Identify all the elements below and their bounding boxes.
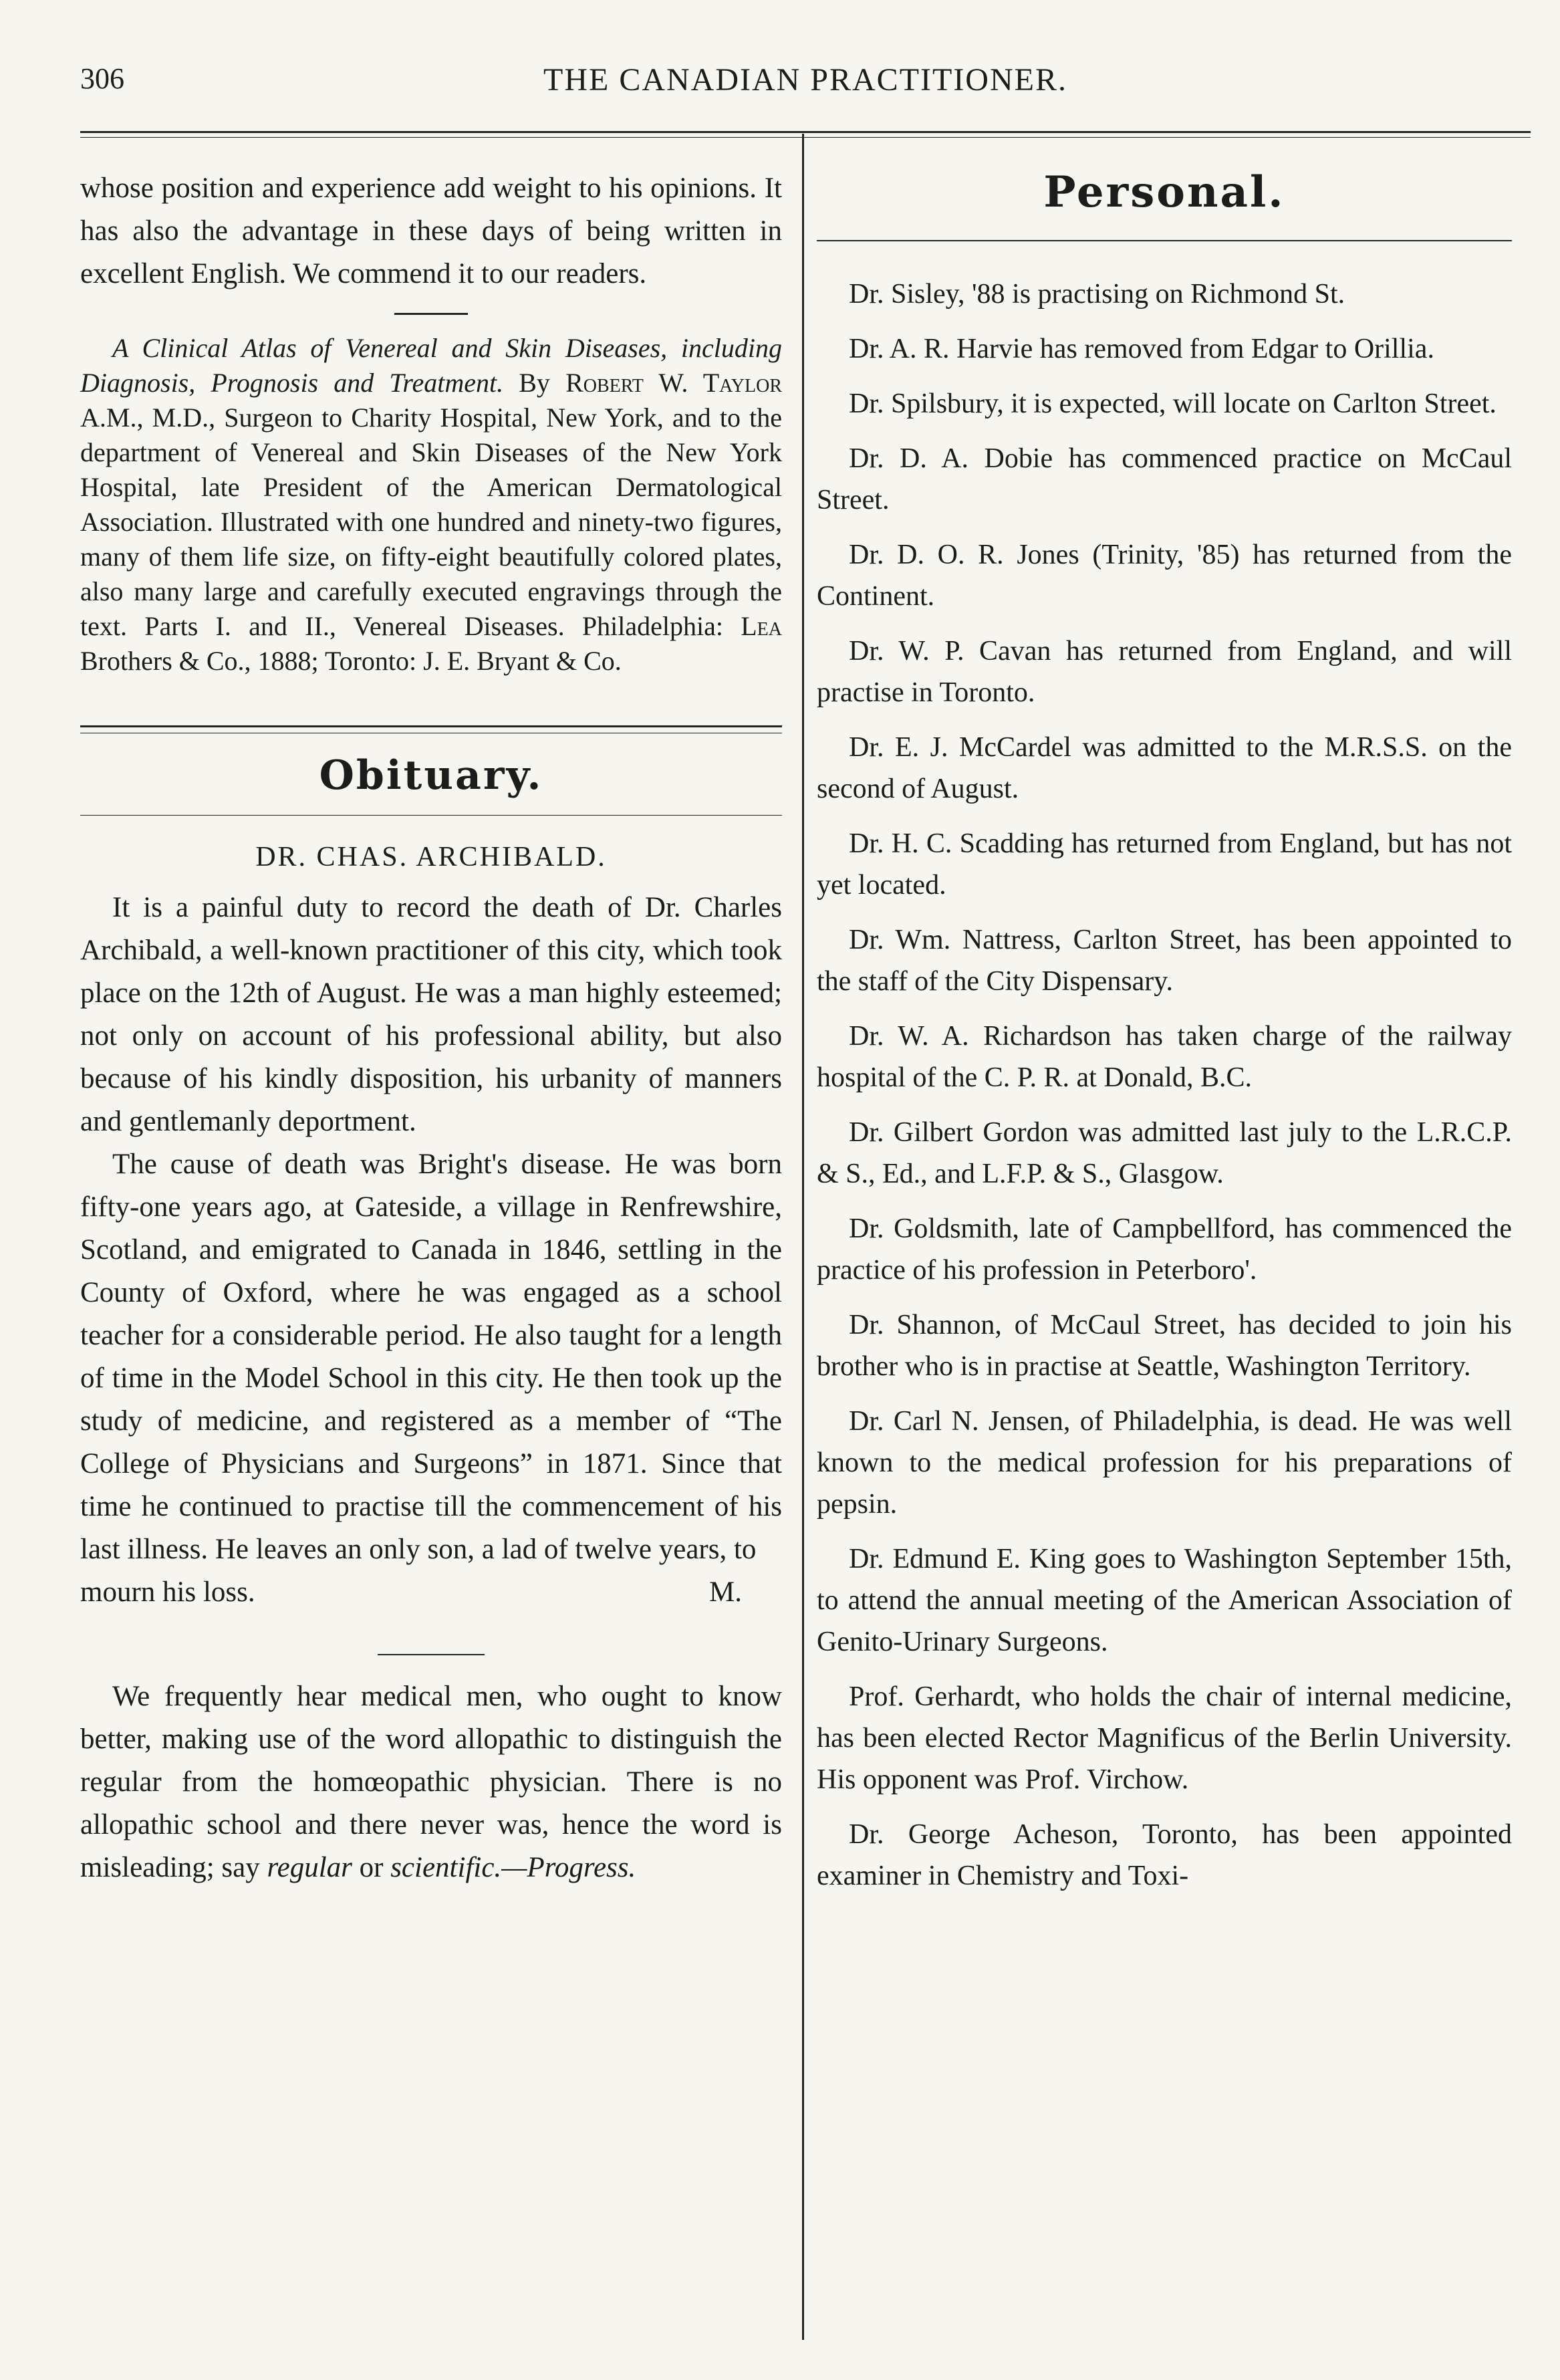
allopathic-word-regular: regular [267,1852,352,1883]
allopathic-source: —Progress. [501,1852,636,1883]
obituary-signature: M. [709,1576,742,1608]
book-details: A.M., M.D., Surgeon to Charity Hospital, New York, and to the department of Venereal and Skin Diseases of the New York Hospital, late President of the American Dermatological Association. Illustrated with one hundred and ninety-two figures, many of them life size, on fifty-eight beautifully colored plates, also many large and carefully executed engravings through the text. Parts I. and II., Venereal Diseases. Philadelphia: [80,402,782,641]
obituary-paragraph-2: The cause of death was Bright's disease. He was born fifty-one years ago, at Gateside, a village in Renfrewshire, Scotland, and emigrated to Canada in 1846, settling in the County of Oxford, where he was engaged as a school teacher for a considerable period. He also taught for a length of time in the Model School in this city. He then took up the study of medicine, and registered as a member of “The College of Physicians and Surgeons” in 1871. Since that time he continued to practise till the commencement of his last illness. He leaves an only son, a lad of twelve years, to [80,1149,782,1565]
allopathic-or: or [359,1852,384,1883]
book-title: A Clinical Atlas of Venereal and Skin Diseases, including Diagnosis, Prognosis and Treatment. [80,333,782,398]
column-divider [802,134,804,2340]
book-publisher: Lea [741,611,782,641]
allopathic-note [80,1675,782,1889]
obituary-closing [80,1571,782,1614]
personal-item: Dr. Sisley, '88 is practising on Richmond St. [849,279,1345,310]
personal-item: Dr. Wm. Nattress, Carlton Street, has been appointed to the staff of the City Dispensary. [817,925,1512,997]
allopathic-text: We frequently hear medical men, who ought to know better, making use of the word allopathic to distinguish the regular from the homœopathic physician. There is no allopathic school and there never was, hence the word is misleading; say [80,1681,782,1883]
personal-item: Dr. E. J. McCardel was admitted to the M.R.S.S. on the second of August. [817,732,1512,804]
personal-item: Dr. George Acheson, Toronto, has been appointed examiner in Chemistry and Toxi- [817,1819,1512,1891]
personal-rule [817,240,1512,241]
personal-item: Dr. D. A. Dobie has commenced practice on McCaul Street. [817,443,1512,515]
obituary-last-line: mourn his loss. [80,1576,255,1608]
short-divider [394,313,468,315]
book-author: Robert W. Taylor [565,368,783,398]
right-column [817,167,1512,1910]
personal-item: Dr. A. R. Harvie has removed from Edgar to Orillia. [849,334,1434,364]
header-rule [80,131,1531,133]
review-by: By [519,368,550,398]
personal-item: Dr. D. O. R. Jones (Trinity, '85) has returned from the Continent. [817,540,1512,612]
page-number: 306 [80,62,124,95]
section-rule [80,725,782,727]
obituary-heading: Obituary. [319,752,543,799]
personal-item: Dr. Spilsbury, it is expected, will locate on Carlton Street. [849,388,1497,419]
personal-item: Dr. Goldsmith, late of Campbellford, has commenced the practice of his profession in Peterboro'. [817,1213,1512,1286]
personal-item: Prof. Gerhardt, who holds the chair of internal medicine, has been elected Rector Magnificus of the Berlin University. His opponent was Prof. Virchow. [817,1681,1512,1795]
personal-item: Dr. Carl N. Jensen, of Philadelphia, is dead. He was well known to the medical profession for his preparations of pepsin. [817,1406,1512,1520]
personal-item: Dr. Edmund E. King goes to Washington September 15th, to attend the annual meeting of the American Association of Genito-Urinary Surgeons. [817,1544,1512,1657]
obituary-rule [80,815,782,816]
personal-heading: Personal. [1043,167,1285,217]
obituary-paragraph-1: It is a painful duty to record the death of Dr. Charles Archibald, a well-known practitioner of this city, which took place on the 12th of August. He was a man highly esteemed; not only on account of his professional ability, but also because of his kindly disposition, his urbanity of manners and gentlemanly deportment. [80,892,782,1137]
review-continuation: whose position and experience add weight to his opinions. It has also the advantage in these days of being written in excellent English. We commend it to our readers. [80,172,782,289]
header-rule-thin [80,137,1531,138]
book-review [80,331,782,679]
personal-item: Dr. W. A. Richardson has taken charge of the railway hospital of the C. P. R. at Donald, B.C. [817,1021,1512,1093]
short-divider-2 [378,1654,485,1655]
left-column [80,167,782,1889]
book-publisher-rest: Brothers & Co., 1888; Toronto: J. E. Bryant & Co. [80,646,622,676]
obituary-name: DR. CHAS. ARCHIBALD. [255,842,607,872]
personal-item: Dr. Shannon, of McCaul Street, has decided to join his brother who is in practise at Seattle, Washington Territory. [817,1310,1512,1382]
page-header [80,62,1531,115]
allopathic-word-scientific: scientific. [390,1852,502,1883]
running-title: THE CANADIAN PRACTITIONER. [543,62,1067,98]
personal-item: Dr. Gilbert Gordon was admitted last july to the L.R.C.P. & S., Ed., and L.F.P. & S., Glasgow. [817,1117,1512,1189]
personal-item: Dr. H. C. Scadding has returned from England, but has not yet located. [817,828,1512,901]
personal-item: Dr. W. P. Cavan has returned from England, and will practise in Toronto. [817,636,1512,708]
